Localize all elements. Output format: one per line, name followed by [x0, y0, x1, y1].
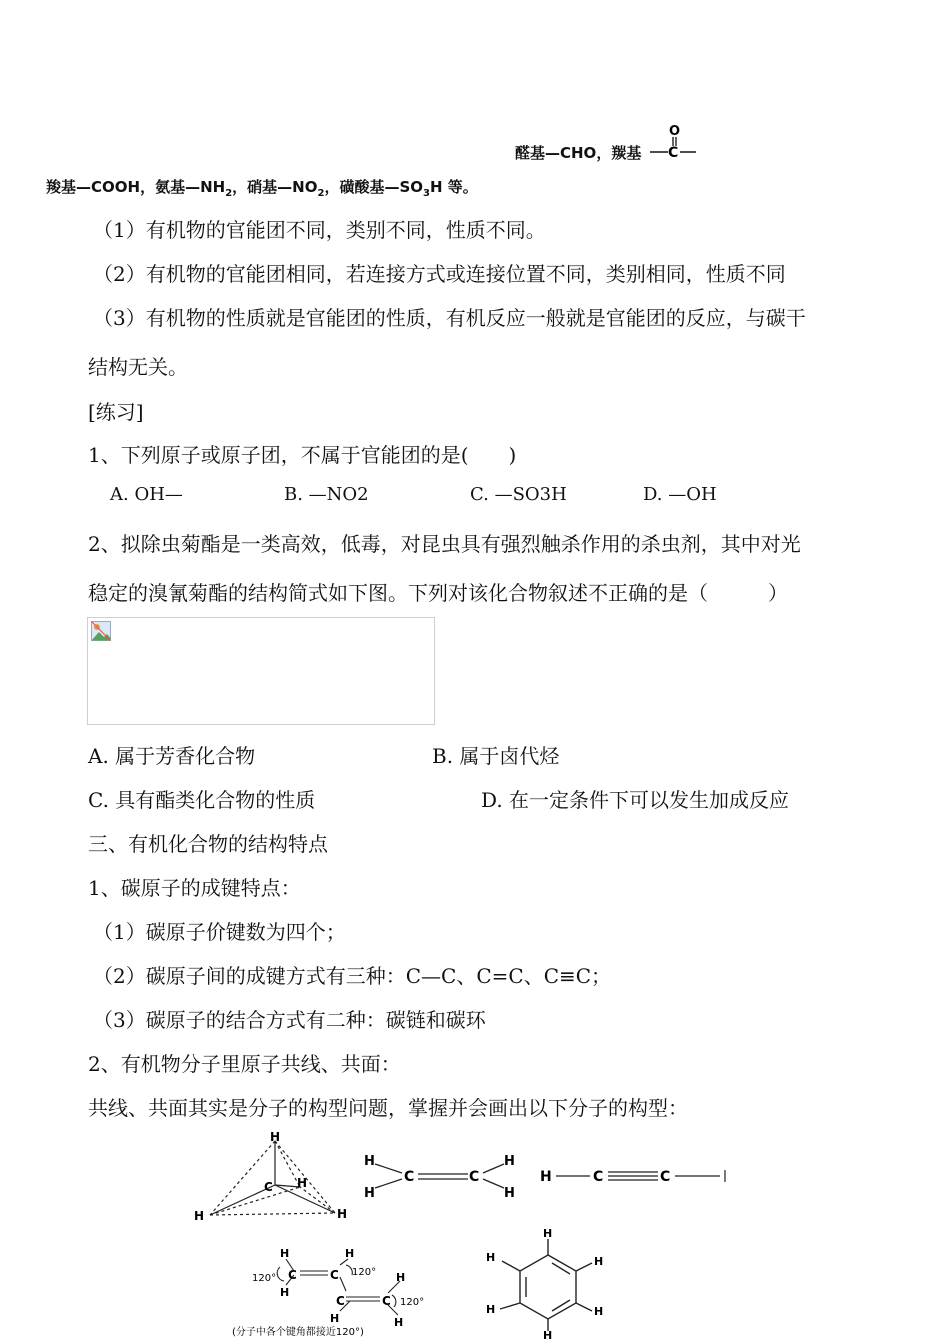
fg-text-1: 羧基—COOH，氨基—NH [46, 178, 226, 196]
molecule-figures [180, 1125, 740, 1340]
q2-option-b: B. 属于卤代烃 [432, 744, 560, 768]
s1-item-2: （2）碳原子间的成键方式有三种：C—C、C=C、C≡C； [93, 964, 612, 988]
acetylene-h1: H [540, 1169, 552, 1185]
q2-option-a: A. 属于芳香化合物 [88, 744, 256, 768]
butadiene-h3: H [345, 1247, 355, 1260]
angle-label-2: 120° [352, 1267, 377, 1278]
s1-title: 1、碳原子的成键特点： [88, 876, 301, 900]
q1-option-d: D. —OH [643, 484, 717, 505]
fg-text-4: H 等。 [429, 178, 478, 196]
s1-item-1: （1）碳原子价键数为四个； [93, 920, 346, 944]
s2-title: 2、有机物分子里原子共线、共面： [88, 1052, 401, 1076]
benzene-h4: H [543, 1329, 553, 1340]
butadiene-h2: H [280, 1286, 290, 1299]
header-line1-text: 醛基—CHO，羰基 [515, 144, 642, 162]
carbonyl-structure-icon [648, 122, 698, 160]
angle-label-3: 120° [400, 1297, 425, 1308]
point-2: （2）有机物的官能团相同，若连接方式或连接位置不同，类别相同，性质不同 [93, 262, 786, 286]
s1-item-3: （3）碳原子的结合方式有二种：碳链和碳环 [93, 1008, 486, 1032]
broken-image-icon [91, 621, 111, 641]
ethylene-c1: C [404, 1169, 415, 1185]
benzene-h6: H [486, 1251, 496, 1264]
butadiene-h4: H [330, 1312, 340, 1325]
header-aldehyde-carbonyl [515, 142, 641, 163]
methane-c: C [264, 1180, 273, 1194]
q2-option-d: D. 在一定条件下可以发生加成反应 [481, 788, 790, 812]
butadiene-c4: C [382, 1294, 391, 1308]
angle-label-1: 120° [252, 1273, 277, 1284]
carbonyl-c-label: C [668, 145, 679, 160]
q2-stem-line1: 2、拟除虫菊酯是一类高效，低毒，对昆虫具有强烈触杀作用的杀虫剂，其中对光 [88, 532, 801, 556]
carbonyl-o-label: O [669, 124, 681, 139]
benzene-h5: H [486, 1303, 496, 1316]
benzene-h3: H [594, 1305, 604, 1318]
methane-structure [210, 1141, 335, 1215]
fg-text-3: ，磺酸基—SO [324, 178, 423, 196]
fg-sub-1: 2 [225, 188, 233, 199]
benzene-h1: H [543, 1227, 553, 1240]
acetylene-c2: C [660, 1169, 671, 1185]
q2-stem-line2: 稳定的溴氰菊酯的结构简式如下图。下列对该化合物叙述不正确的是（ ） [88, 581, 788, 605]
q2-option-c: C. 具有酯类化合物的性质 [88, 788, 316, 812]
methane-h-left: H [194, 1209, 205, 1223]
benzene-structure [500, 1239, 592, 1331]
point-3-cont: 结构无关。 [88, 355, 188, 379]
methane-h-top: H [270, 1130, 281, 1144]
ethylene-structure [375, 1164, 504, 1188]
butadiene-c2: C [330, 1268, 339, 1282]
ethylene-h4: H [504, 1186, 515, 1201]
section3-title: 三、有机化合物的结构特点 [88, 832, 328, 856]
methane-h-back: H [297, 1176, 308, 1190]
header-functional-groups [46, 176, 478, 199]
practice-label: [练习] [88, 400, 144, 424]
benzene-h2: H [594, 1255, 604, 1268]
ethylene-h1: H [364, 1154, 375, 1169]
methane-h-right: H [337, 1207, 348, 1221]
acetylene-structure [556, 1172, 720, 1180]
s2-desc: 共线、共面其实是分子的构型问题，掌握并会画出以下分子的构型： [88, 1096, 688, 1120]
fg-text-2: ，硝基—NO [232, 178, 318, 196]
q1-stem: 1、下列原子或原子团，不属于官能团的是( ) [88, 443, 517, 467]
butadiene-c1: C [288, 1268, 297, 1282]
butadiene-caption: (分子中各个键角都接近120°) [232, 1327, 364, 1338]
butadiene-c3: C [336, 1294, 345, 1308]
ethylene-c2: C [469, 1169, 480, 1185]
q1-option-c: C. —SO3H [470, 484, 567, 505]
ethylene-h3: H [504, 1154, 515, 1169]
point-1: （1）有机物的官能团不同，类别不同，性质不同。 [93, 218, 546, 242]
fg-sub-2: 2 [317, 188, 325, 199]
acetylene-c1: C [593, 1169, 604, 1185]
q1-option-a: A. OH— [110, 484, 183, 505]
fg-sub-3: 3 [423, 188, 430, 199]
butadiene-h5: H [396, 1271, 406, 1284]
structure-image-placeholder [87, 617, 435, 725]
q1-option-b: B. —NO2 [284, 484, 369, 505]
butadiene-h6: H [394, 1316, 404, 1329]
butadiene-h1: H [280, 1247, 290, 1260]
ethylene-h2: H [364, 1186, 375, 1201]
point-3: （3）有机物的性质就是官能团的性质，有机反应一般就是官能团的反应，与碳干 [93, 306, 806, 330]
